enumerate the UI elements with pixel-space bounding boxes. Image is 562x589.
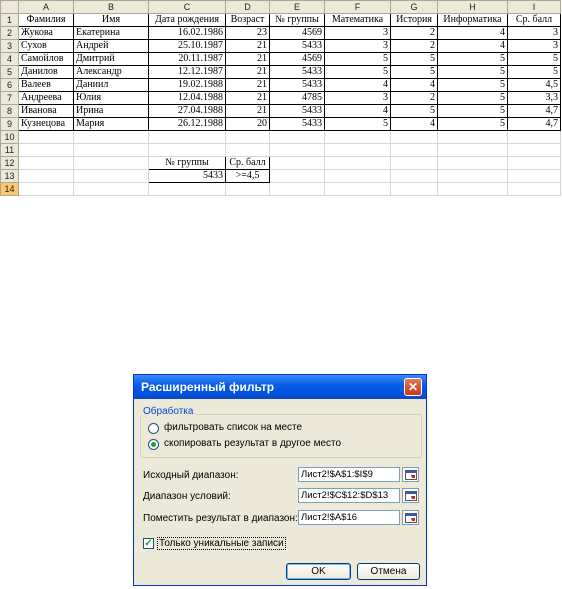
- close-icon[interactable]: ✕: [404, 378, 422, 396]
- spreadsheet: [0, 0, 562, 207]
- table-row: [1, 40, 561, 53]
- column-header[interactable]: B: [74, 1, 149, 14]
- table-cell[interactable]: 5433: [149, 170, 226, 183]
- table-cell[interactable]: [325, 183, 391, 196]
- table-cell[interactable]: 3: [325, 40, 391, 53]
- table-cell[interactable]: [19, 131, 74, 144]
- table-cell[interactable]: Имя: [74, 14, 149, 27]
- table-cell[interactable]: Данилов: [19, 66, 74, 79]
- table-cell[interactable]: 21: [226, 53, 270, 66]
- unique-records-checkbox[interactable]: ✓: [144, 538, 153, 549]
- table-row: [1, 66, 561, 79]
- table-cell[interactable]: 16.02.1986: [149, 27, 226, 40]
- table-row: [1, 144, 561, 157]
- table-cell[interactable]: [74, 131, 149, 144]
- table-cell[interactable]: [19, 144, 74, 157]
- table-cell[interactable]: [325, 144, 391, 157]
- table-cell[interactable]: [325, 157, 391, 170]
- range-collapse-icon: [405, 470, 417, 480]
- processing-group-label: Обработка: [143, 406, 194, 417]
- table-cell[interactable]: [74, 157, 149, 170]
- table-cell[interactable]: [270, 144, 325, 157]
- column-header-row: [1, 1, 561, 14]
- table-row: [1, 170, 561, 183]
- column-header[interactable]: E: [270, 1, 325, 14]
- row-header[interactable]: 14: [1, 183, 19, 196]
- processing-group: [140, 414, 422, 458]
- table-cell[interactable]: 4: [391, 118, 438, 131]
- table-cell[interactable]: 4: [438, 27, 508, 40]
- table-cell[interactable]: [508, 131, 561, 144]
- column-header[interactable]: D: [226, 1, 270, 14]
- cancel-button[interactable]: Отмена: [357, 563, 420, 580]
- table-cell[interactable]: [19, 170, 74, 183]
- table-row: [1, 27, 561, 40]
- table-cell[interactable]: 5: [438, 105, 508, 118]
- table-cell[interactable]: [74, 183, 149, 196]
- table-cell[interactable]: [438, 144, 508, 157]
- table-cell[interactable]: [19, 183, 74, 196]
- column-header[interactable]: A: [19, 1, 74, 14]
- table-cell[interactable]: Дата рождения: [149, 14, 226, 27]
- table-cell[interactable]: [74, 170, 149, 183]
- table-cell[interactable]: [226, 183, 270, 196]
- table-cell[interactable]: Даниил: [74, 79, 149, 92]
- row-header[interactable]: 9: [1, 118, 19, 131]
- destination-range-collapse-button[interactable]: [402, 510, 419, 525]
- table-row: [1, 183, 561, 196]
- table-cell[interactable]: 4: [391, 79, 438, 92]
- table-cell[interactable]: Андреева: [19, 92, 74, 105]
- table-cell[interactable]: 26.12.1988: [149, 118, 226, 131]
- row-header[interactable]: 6: [1, 79, 19, 92]
- table-row: [1, 53, 561, 66]
- table-cell[interactable]: Информатика: [438, 14, 508, 27]
- table-cell[interactable]: 5: [325, 118, 391, 131]
- table-cell[interactable]: [226, 131, 270, 144]
- table-cell[interactable]: Возраст: [226, 14, 270, 27]
- table-cell[interactable]: [391, 131, 438, 144]
- table-cell[interactable]: 5433: [270, 66, 325, 79]
- table-cell[interactable]: [149, 131, 226, 144]
- table-cell[interactable]: 4,7: [508, 105, 561, 118]
- row-header[interactable]: 4: [1, 53, 19, 66]
- unique-records-label[interactable]: Только уникальные записи: [159, 538, 284, 549]
- advanced-filter-dialog: [133, 374, 427, 586]
- table-cell[interactable]: 20.11.1987: [149, 53, 226, 66]
- filter-in-place-radio[interactable]: [148, 423, 159, 434]
- table-cell[interactable]: 4569: [270, 27, 325, 40]
- filter-in-place-label[interactable]: фильтровать список на месте: [164, 422, 303, 433]
- table-cell[interactable]: [508, 157, 561, 170]
- row-header[interactable]: 5: [1, 66, 19, 79]
- table-cell[interactable]: 5: [508, 66, 561, 79]
- table-cell[interactable]: Ср. балл: [508, 14, 561, 27]
- table-cell[interactable]: Иванова: [19, 105, 74, 118]
- copy-to-location-label[interactable]: скопировать результат в другое место: [164, 438, 342, 449]
- table-cell[interactable]: [391, 170, 438, 183]
- source-range-collapse-button[interactable]: [402, 467, 419, 482]
- table-cell[interactable]: 5: [391, 53, 438, 66]
- table-cell[interactable]: [19, 157, 74, 170]
- table-cell[interactable]: 5: [391, 105, 438, 118]
- table-cell[interactable]: 5433: [270, 105, 325, 118]
- ok-button[interactable]: OK: [286, 563, 351, 580]
- table-cell[interactable]: № группы: [270, 14, 325, 27]
- table-cell[interactable]: Жукова: [19, 27, 74, 40]
- column-header[interactable]: I: [508, 1, 561, 14]
- table-cell[interactable]: Самойлов: [19, 53, 74, 66]
- table-cell[interactable]: 5: [508, 53, 561, 66]
- row-header[interactable]: 10: [1, 131, 19, 144]
- table-row: [1, 105, 561, 118]
- table-cell[interactable]: 5: [438, 79, 508, 92]
- criteria-range-collapse-button[interactable]: [402, 488, 419, 503]
- table-cell[interactable]: 21: [226, 40, 270, 53]
- row-header[interactable]: 11: [1, 144, 19, 157]
- table-cell[interactable]: [270, 157, 325, 170]
- table-cell[interactable]: [270, 131, 325, 144]
- criteria-range-input[interactable]: Лист2!$C$12:$D$13: [298, 488, 400, 503]
- table-cell[interactable]: Александр: [74, 66, 149, 79]
- worksheet-grid: [0, 0, 561, 196]
- table-cell[interactable]: 3: [325, 27, 391, 40]
- destination-range-input[interactable]: Лист2!$A$16: [298, 510, 400, 525]
- table-cell[interactable]: [226, 144, 270, 157]
- table-cell[interactable]: 5: [391, 66, 438, 79]
- table-cell[interactable]: 3: [508, 40, 561, 53]
- table-cell[interactable]: 19.02.1988: [149, 79, 226, 92]
- row-header[interactable]: 3: [1, 40, 19, 53]
- table-cell[interactable]: Мария: [74, 118, 149, 131]
- table-cell[interactable]: [508, 183, 561, 196]
- table-cell[interactable]: [325, 170, 391, 183]
- table-cell[interactable]: [270, 183, 325, 196]
- row-header[interactable]: 7: [1, 92, 19, 105]
- table-cell[interactable]: [391, 144, 438, 157]
- table-row: [1, 79, 561, 92]
- table-cell[interactable]: 2: [391, 92, 438, 105]
- copy-to-location-radio[interactable]: [148, 439, 159, 450]
- row-header[interactable]: 2: [1, 27, 19, 40]
- table-cell[interactable]: № группы: [149, 157, 226, 170]
- table-cell[interactable]: 12.04.1988: [149, 92, 226, 105]
- table-cell[interactable]: 4,7: [508, 118, 561, 131]
- table-cell[interactable]: 3,3: [508, 92, 561, 105]
- table-cell[interactable]: 5433: [270, 40, 325, 53]
- row-header[interactable]: 1: [1, 14, 19, 27]
- table-cell[interactable]: 23: [226, 27, 270, 40]
- table-cell[interactable]: >=4,5: [226, 170, 270, 183]
- criteria-range-label: Диапазон условий:: [143, 491, 231, 502]
- table-cell[interactable]: 4: [325, 79, 391, 92]
- table-cell[interactable]: Фамилия: [19, 14, 74, 27]
- table-cell[interactable]: Екатерина: [74, 27, 149, 40]
- table-cell[interactable]: Юлия: [74, 92, 149, 105]
- table-cell[interactable]: Дмитрий: [74, 53, 149, 66]
- table-cell[interactable]: 3: [325, 92, 391, 105]
- range-collapse-icon: [405, 491, 417, 501]
- source-range-input[interactable]: Лист2!$A$1:$I$9: [298, 467, 400, 482]
- destination-range-label: Поместить результат в диапазон:: [143, 513, 298, 524]
- table-cell[interactable]: Ирина: [74, 105, 149, 118]
- column-header[interactable]: C: [149, 1, 226, 14]
- table-row: [1, 157, 561, 170]
- table-cell[interactable]: 5: [325, 53, 391, 66]
- table-cell[interactable]: [508, 170, 561, 183]
- table-cell[interactable]: 3: [508, 27, 561, 40]
- table-cell[interactable]: 5: [438, 53, 508, 66]
- table-row: [1, 131, 561, 144]
- table-cell[interactable]: Кузнецова: [19, 118, 74, 131]
- table-cell[interactable]: 4569: [270, 53, 325, 66]
- table-row: [1, 92, 561, 105]
- column-header[interactable]: G: [391, 1, 438, 14]
- table-cell[interactable]: История: [391, 14, 438, 27]
- table-cell[interactable]: 4,5: [508, 79, 561, 92]
- table-cell[interactable]: Ср. балл: [226, 157, 270, 170]
- table-cell[interactable]: Сухов: [19, 40, 74, 53]
- table-cell[interactable]: [438, 183, 508, 196]
- table-cell[interactable]: 5: [438, 118, 508, 131]
- dialog-title: Расширенный фильтр: [141, 380, 275, 394]
- table-cell[interactable]: [438, 157, 508, 170]
- column-header[interactable]: H: [438, 1, 508, 14]
- table-cell[interactable]: 27.04.1988: [149, 105, 226, 118]
- table-cell[interactable]: 12.12.1987: [149, 66, 226, 79]
- table-cell[interactable]: 21: [226, 79, 270, 92]
- source-range-label: Исходный диапазон:: [143, 470, 239, 481]
- range-collapse-icon: [405, 513, 417, 523]
- table-cell[interactable]: 4785: [270, 92, 325, 105]
- table-cell[interactable]: [74, 144, 149, 157]
- table-cell[interactable]: 21: [226, 92, 270, 105]
- table-cell[interactable]: Андрей: [74, 40, 149, 53]
- table-cell[interactable]: [325, 131, 391, 144]
- table-cell[interactable]: [270, 170, 325, 183]
- table-cell[interactable]: [438, 170, 508, 183]
- table-row: [1, 118, 561, 131]
- table-row: [1, 14, 561, 27]
- select-all-corner[interactable]: [1, 1, 19, 14]
- table-cell[interactable]: Валеев: [19, 79, 74, 92]
- row-header[interactable]: 12: [1, 157, 19, 170]
- table-cell[interactable]: [391, 157, 438, 170]
- table-cell[interactable]: 5: [325, 66, 391, 79]
- table-cell[interactable]: [438, 131, 508, 144]
- table-cell[interactable]: [149, 144, 226, 157]
- table-cell[interactable]: 20: [226, 118, 270, 131]
- table-cell[interactable]: 5433: [270, 79, 325, 92]
- table-cell[interactable]: 2: [391, 27, 438, 40]
- table-cell[interactable]: 4: [438, 40, 508, 53]
- table-cell[interactable]: 5: [438, 66, 508, 79]
- table-cell[interactable]: 2: [391, 40, 438, 53]
- row-header[interactable]: 13: [1, 170, 19, 183]
- column-header[interactable]: F: [325, 1, 391, 14]
- table-cell[interactable]: 21: [226, 105, 270, 118]
- table-cell[interactable]: [508, 144, 561, 157]
- table-cell[interactable]: Математика: [325, 14, 391, 27]
- table-cell[interactable]: [391, 183, 438, 196]
- table-cell[interactable]: 5433: [270, 118, 325, 131]
- row-header[interactable]: 8: [1, 105, 19, 118]
- table-cell[interactable]: 25.10.1987: [149, 40, 226, 53]
- dialog-titlebar[interactable]: [134, 375, 426, 399]
- table-cell[interactable]: 21: [226, 66, 270, 79]
- table-cell[interactable]: 5: [438, 92, 508, 105]
- table-cell[interactable]: 4: [325, 105, 391, 118]
- table-cell[interactable]: [149, 183, 226, 196]
